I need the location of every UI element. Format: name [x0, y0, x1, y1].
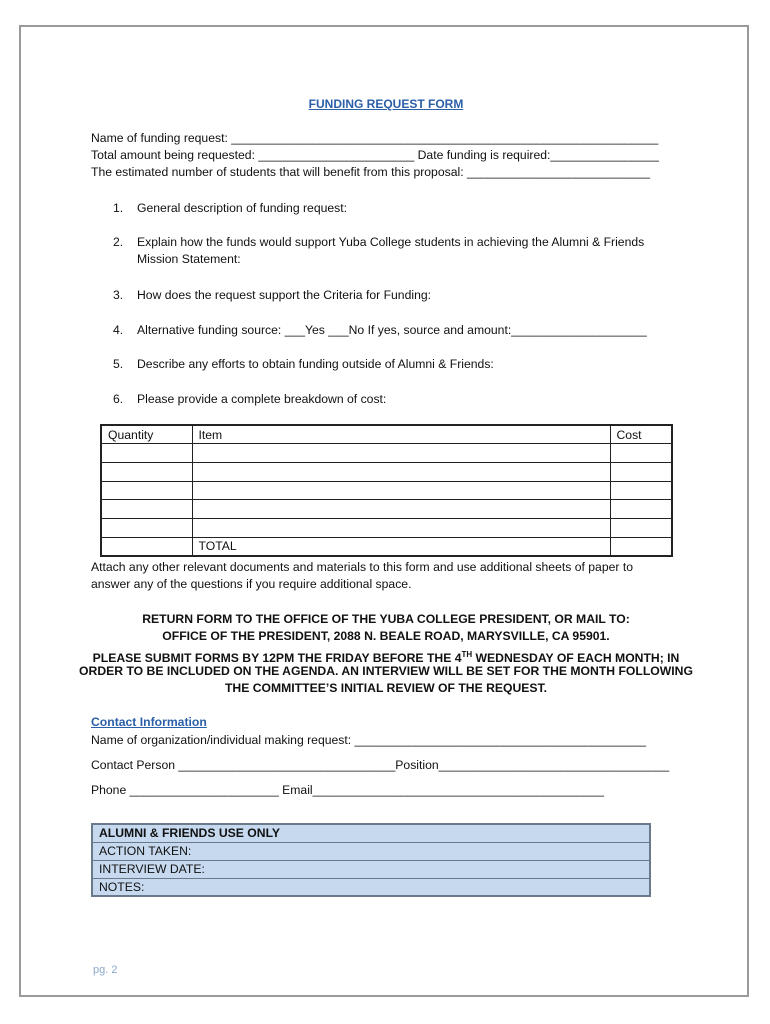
table-row — [101, 444, 672, 463]
cost-cell[interactable] — [610, 518, 672, 537]
table-row — [101, 500, 672, 519]
phone-email-field: Phone ______________________ Email___________________________________________ — [91, 783, 605, 797]
contact-heading: Contact Information — [91, 715, 207, 729]
question-number: 5. — [113, 357, 124, 371]
total-label: TOTAL — [192, 537, 610, 556]
document-page — [19, 25, 749, 997]
cost-cell[interactable] — [610, 500, 672, 519]
notes-field: NOTES: — [92, 878, 650, 896]
table-header-row — [101, 425, 672, 444]
table-row — [101, 518, 672, 537]
item-cell[interactable] — [192, 481, 610, 500]
contact-person-field: Contact Person ________________________________Position__________________________________ — [91, 758, 670, 772]
office-use-box — [91, 823, 651, 897]
office-address: OFFICE OF THE PRESIDENT, 2088 N. BEALE ROAD, MARYSVILLE, CA 95901. — [162, 629, 610, 643]
page-number: pg. 2 — [93, 964, 118, 976]
submit-deadline-text: PLEASE SUBMIT FORMS BY 12PM THE FRIDAY BEFORE THE 4 — [92, 651, 462, 665]
students-field: The estimated number of students that will benefit from this proposal: ___________________________ — [91, 165, 650, 179]
question-text: Alternative funding source: ___Yes ___No If yes, source and amount:____________________ — [137, 323, 647, 337]
question-text: How does the request support the Criteria for Funding: — [137, 288, 432, 302]
question-text: Please provide a complete breakdown of cost: — [137, 392, 387, 406]
quantity-cell[interactable] — [101, 444, 192, 463]
return-instruction: RETURN FORM TO THE OFFICE OF THE YUBA COLLEGE PRESIDENT, OR MAIL TO: — [142, 612, 630, 626]
total-cost-cell[interactable] — [610, 537, 672, 556]
question-text: Explain how the funds would support Yuba College students in achieving the Alumni & Friends Mission Statement: — [137, 235, 645, 266]
attach-note: Attach any other relevant documents and materials to this form and use additional sheets of paper to answer any of the questions if you require additional space. — [91, 560, 633, 591]
quantity-cell[interactable] — [101, 537, 192, 556]
item-header: Item — [192, 425, 610, 444]
funding-name-field: Name of funding request: _______________________________________________________________ — [91, 131, 659, 145]
question-text: General description of funding request: — [137, 201, 348, 215]
interview-date-field: INTERVIEW DATE: — [92, 860, 650, 878]
quantity-header: Quantity — [101, 425, 192, 444]
action-taken-field: ACTION TAKEN: — [92, 842, 650, 860]
quantity-cell[interactable] — [101, 481, 192, 500]
question-number: 6. — [113, 392, 124, 406]
table-row — [101, 481, 672, 500]
organization-field: Name of organization/individual making request: ___________________________________________ — [91, 733, 646, 747]
cost-cell[interactable] — [610, 444, 672, 463]
cost-header: Cost — [610, 425, 672, 444]
question-text: Describe any efforts to obtain funding outside of Alumni & Friends: — [137, 357, 494, 371]
item-cell[interactable] — [192, 500, 610, 519]
total-row — [101, 537, 672, 556]
amount-date-field: Total amount being requested: _______________________ Date funding is required:________________ — [91, 148, 659, 162]
quantity-cell[interactable] — [101, 518, 192, 537]
item-cell[interactable] — [192, 518, 610, 537]
quantity-cell[interactable] — [101, 500, 192, 519]
office-use-heading: ALUMNI & FRIENDS USE ONLY — [92, 824, 650, 842]
agenda-note: ORDER TO BE INCLUDED ON THE AGENDA. AN INTERVIEW WILL BE SET FOR THE MONTH FOLLOWING — [79, 664, 693, 678]
cost-cell[interactable] — [610, 462, 672, 481]
cost-cell[interactable] — [610, 481, 672, 500]
question-number: 2. — [113, 235, 124, 249]
form-title: FUNDING REQUEST FORM — [308, 97, 464, 111]
submit-deadline-text-end: WEDNESDAY OF EACH MONTH; IN — [472, 651, 680, 665]
item-cell[interactable] — [192, 462, 610, 481]
item-cell[interactable] — [192, 444, 610, 463]
table-row — [101, 462, 672, 481]
cost-breakdown-table — [100, 424, 673, 557]
ordinal-suffix: TH — [461, 650, 473, 659]
review-note: THE COMMITTEE’S INITIAL REVIEW OF THE REQUEST. — [224, 681, 548, 695]
question-number: 1. — [113, 201, 124, 215]
question-number: 4. — [113, 323, 124, 337]
quantity-cell[interactable] — [101, 462, 192, 481]
question-number: 3. — [113, 288, 124, 302]
